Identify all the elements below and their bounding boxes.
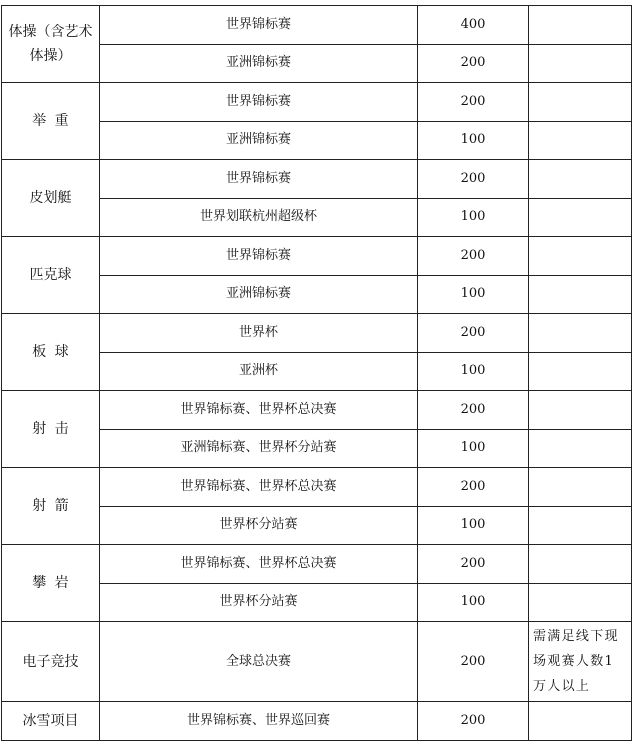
event-name-cell: 世界锦标赛、世界杯总决赛 — [100, 468, 418, 507]
score-cell: 200 — [418, 160, 529, 199]
sport-name: 匹克球 — [29, 267, 72, 283]
score-cell: 200 — [418, 622, 529, 702]
sport-cell — [2, 6, 100, 83]
note-cell — [529, 121, 632, 160]
score-cell: 100 — [418, 198, 529, 237]
note-cell — [529, 391, 632, 430]
note-cell — [529, 545, 632, 584]
event-name-cell: 世界杯分站赛 — [100, 506, 418, 545]
table-row — [2, 160, 632, 199]
score-cell: 200 — [418, 314, 529, 353]
note-cell — [529, 702, 632, 741]
sport-name: 射击 — [32, 421, 78, 437]
sport-name: 举重 — [32, 113, 78, 129]
sport-cell — [2, 314, 100, 391]
note-cell — [529, 429, 632, 468]
sport-cell — [2, 391, 100, 468]
score-cell: 100 — [418, 121, 529, 160]
note-cell — [529, 83, 632, 122]
table-row — [2, 83, 632, 122]
note-cell — [529, 6, 632, 45]
note-cell — [529, 506, 632, 545]
score-cell: 200 — [418, 237, 529, 276]
sport-cell — [2, 622, 100, 702]
score-cell: 200 — [418, 702, 529, 741]
sport-cell — [2, 160, 100, 237]
table-row — [2, 545, 632, 584]
score-cell: 100 — [418, 506, 529, 545]
note-cell — [529, 237, 632, 276]
event-name-cell: 世界划联杭州超级杯 — [100, 198, 418, 237]
event-name-cell: 全球总决赛 — [100, 622, 418, 702]
note-cell — [529, 160, 632, 199]
table-row — [2, 237, 632, 276]
score-cell: 200 — [418, 83, 529, 122]
sport-cell — [2, 702, 100, 741]
sport-cell — [2, 237, 100, 314]
table-row — [2, 702, 632, 741]
event-name-cell: 世界杯 — [100, 314, 418, 353]
event-name-cell: 世界锦标赛 — [100, 6, 418, 45]
score-cell: 200 — [418, 44, 529, 83]
event-name-cell: 世界锦标赛 — [100, 237, 418, 276]
table-row — [2, 6, 632, 45]
event-name-cell: 世界锦标赛、世界杯总决赛 — [100, 391, 418, 430]
score-cell: 100 — [418, 583, 529, 622]
note-cell — [529, 583, 632, 622]
sport-name: 攀岩 — [32, 575, 78, 591]
table-row — [2, 468, 632, 507]
event-name-cell: 世界锦标赛、世界巡回赛 — [100, 702, 418, 741]
table-row — [2, 622, 632, 702]
score-cell: 200 — [418, 391, 529, 430]
event-name-cell: 世界杯分站赛 — [100, 583, 418, 622]
note-cell — [529, 468, 632, 507]
event-name-cell: 世界锦标赛、世界杯总决赛 — [100, 545, 418, 584]
event-name-cell: 亚洲锦标赛 — [100, 121, 418, 160]
sport-name: 板球 — [32, 344, 78, 360]
table-body — [2, 6, 632, 741]
score-cell: 400 — [418, 6, 529, 45]
score-cell: 200 — [418, 545, 529, 584]
event-name-cell: 亚洲锦标赛 — [100, 44, 418, 83]
event-name-cell: 世界锦标赛 — [100, 160, 418, 199]
sport-name: 冰雪项目 — [22, 712, 79, 729]
event-name-cell: 亚洲锦标赛、世界杯分站赛 — [100, 429, 418, 468]
sport-name: 电子竞技 — [22, 653, 79, 670]
note-cell — [529, 352, 632, 391]
note-cell — [529, 314, 632, 353]
note-cell: 需满足线下现场观赛人数1万人以上 — [529, 622, 632, 702]
note-cell — [529, 198, 632, 237]
event-name-cell: 亚洲锦标赛 — [100, 275, 418, 314]
score-cell: 100 — [418, 275, 529, 314]
event-name-cell: 亚洲杯 — [100, 352, 418, 391]
sport-name: 皮划艇 — [29, 190, 72, 206]
table-row — [2, 314, 632, 353]
note-cell — [529, 44, 632, 83]
table-row — [2, 391, 632, 430]
event-name-cell: 世界锦标赛 — [100, 83, 418, 122]
sport-name: 射箭 — [32, 498, 78, 514]
score-cell: 200 — [418, 468, 529, 507]
score-cell: 100 — [418, 429, 529, 468]
sport-cell — [2, 545, 100, 622]
sport-cell — [2, 468, 100, 545]
note-cell — [529, 275, 632, 314]
score-cell: 100 — [418, 352, 529, 391]
sport-cell — [2, 83, 100, 160]
events-score-table — [1, 5, 632, 741]
sport-name: 体操（含艺术体操） — [8, 24, 93, 64]
